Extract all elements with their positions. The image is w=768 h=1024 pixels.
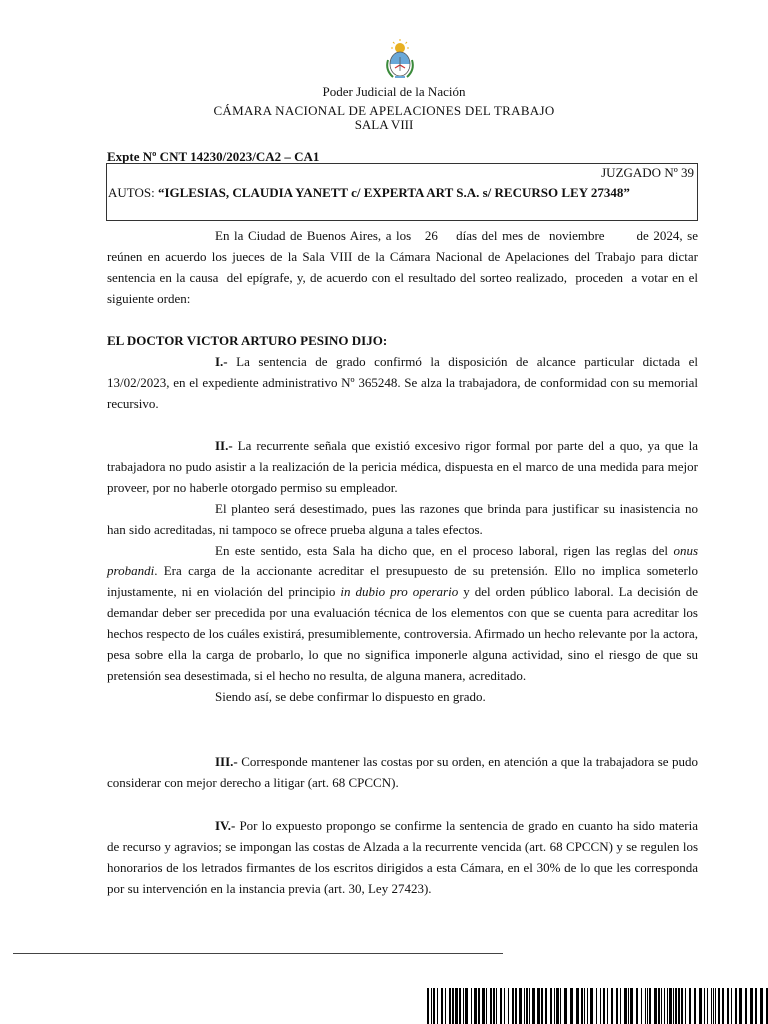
court-name: CÁMARA NACIONAL DE APELACIONES DEL TRABAJO — [213, 103, 555, 118]
onus-probandi-term: onus probandi — [107, 542, 698, 579]
section-1-text: La sentencia de grado confirmó la disposición de alcance particular dictada el 13/02/2023, en el expediente administrativo Nº 365248. Se alza la trabajadora, de conformidad con su memorial recursivo. — [107, 354, 698, 411]
issuer-title: Poder Judicial de la Nación — [322, 84, 466, 99]
section-2-text: La recurrente señala que existió excesivo rigor formal por parte del a quo, ya que la trabajadora no pudo asistir a la realización de la pericia médica, dispuesta en el marco de una medida para mejor proveer, por no haberle otorgado permiso su empleador. — [107, 438, 698, 495]
section-4 — [107, 816, 698, 900]
section-4-number: IV.- — [215, 818, 236, 833]
case-title: “IGLESIAS, CLAUDIA YANETT c/ EXPERTA ART S.A. s/ RECURSO LEY 27348” — [157, 185, 630, 200]
section-2-paragraph-2: El planteo será desestimado, pues las razones que brinda para justificar su inasistencia no han sido acreditadas, ni tampoco se ofrece prueba alguna a tales efectos. — [107, 500, 698, 537]
section-3-number: III.- — [215, 754, 238, 769]
section-3 — [107, 752, 698, 794]
case-caption-box — [106, 163, 698, 221]
vote-heading: EL DOCTOR VICTOR ARTURO PESINO DIJO: — [107, 333, 388, 348]
section-2-number: II.- — [215, 438, 233, 453]
section-2-paragraph-4: Siendo así, se debe confirmar lo dispuesto en grado. — [215, 688, 486, 704]
section-2 — [107, 436, 698, 708]
court-number: JUZGADO Nº 39 — [601, 165, 694, 180]
in-dubio-term: in dubio pro operario — [340, 584, 459, 600]
section-1 — [107, 352, 698, 415]
section-2-p3-part-c: y del orden público laboral. La decisión de demandar deber ser precedida por una evaluación técnica de los elementos con que se cuenta para acreditar los hechos respecto de los cuáles existirá, presumiblemente, controversia. Afirmado un hecho relevante por la actora, pesa sobre ella la carga de probarlo, lo que no significa imponerle alguna actividad, sino el riesgo de que su pretensión sea desestimada, si el hecho no resulta, de alguna manera, acreditado. — [107, 584, 698, 683]
section-2-p3-part-a: En este sentido, esta Sala ha dicho que, en el proceso laboral, rigen las reglas del — [215, 542, 674, 558]
section-2-paragraph-3 — [107, 541, 698, 687]
section-4-text: Por lo expuesto propongo se confirme la sentencia de grado en cuanto ha sido materia de recurso y agravios; se impongan las costas de Alzada a la recurrente vencida (art. 68 CPCCN) y se regulen los honorarios de los letrados firmantes de los escritos dirigidos a esta Cámara, en el 30% de lo que les corresponda por su intervención en la instancia previa (art. 30, Ley 27423). — [107, 818, 698, 896]
national-coat-of-arms-icon — [383, 38, 417, 80]
case-number: Expte Nº CNT 14230/2023/CA2 – CA1 — [107, 149, 320, 164]
case-caption — [108, 183, 695, 203]
intro-paragraph — [107, 226, 705, 310]
footer-divider — [13, 953, 503, 954]
barcode-icon — [427, 988, 768, 1024]
autos-label: AUTOS: — [108, 185, 158, 200]
chamber-name: SALA VIII — [354, 117, 414, 132]
section-3-text: Corresponde mantener las costas por su orden, en atención a que la trabajadora se pudo considerar con mejor derecho a litigar (art. 68 CPCCN). — [107, 754, 698, 790]
section-1-number: I.- — [215, 354, 228, 369]
intro-text: En la Ciudad de Buenos Aires, a los 26 días del mes de noviembre de 2024, se reúnen en acuerdo los jueces de la Sala VIII de la Cámara Nacional de Apelaciones del Trabajo para dictar sentencia en la causa del epígrafe, y, de acuerdo con el resultado del sorteo realizado, proceden a votar en el siguiente orden: — [107, 228, 705, 306]
section-2-p3-part-b: . Era carga de la accionante acreditar el presupuesto de su pretensión. Ello no implica someterlo injustamente, ni en violación del principio — [107, 563, 698, 600]
